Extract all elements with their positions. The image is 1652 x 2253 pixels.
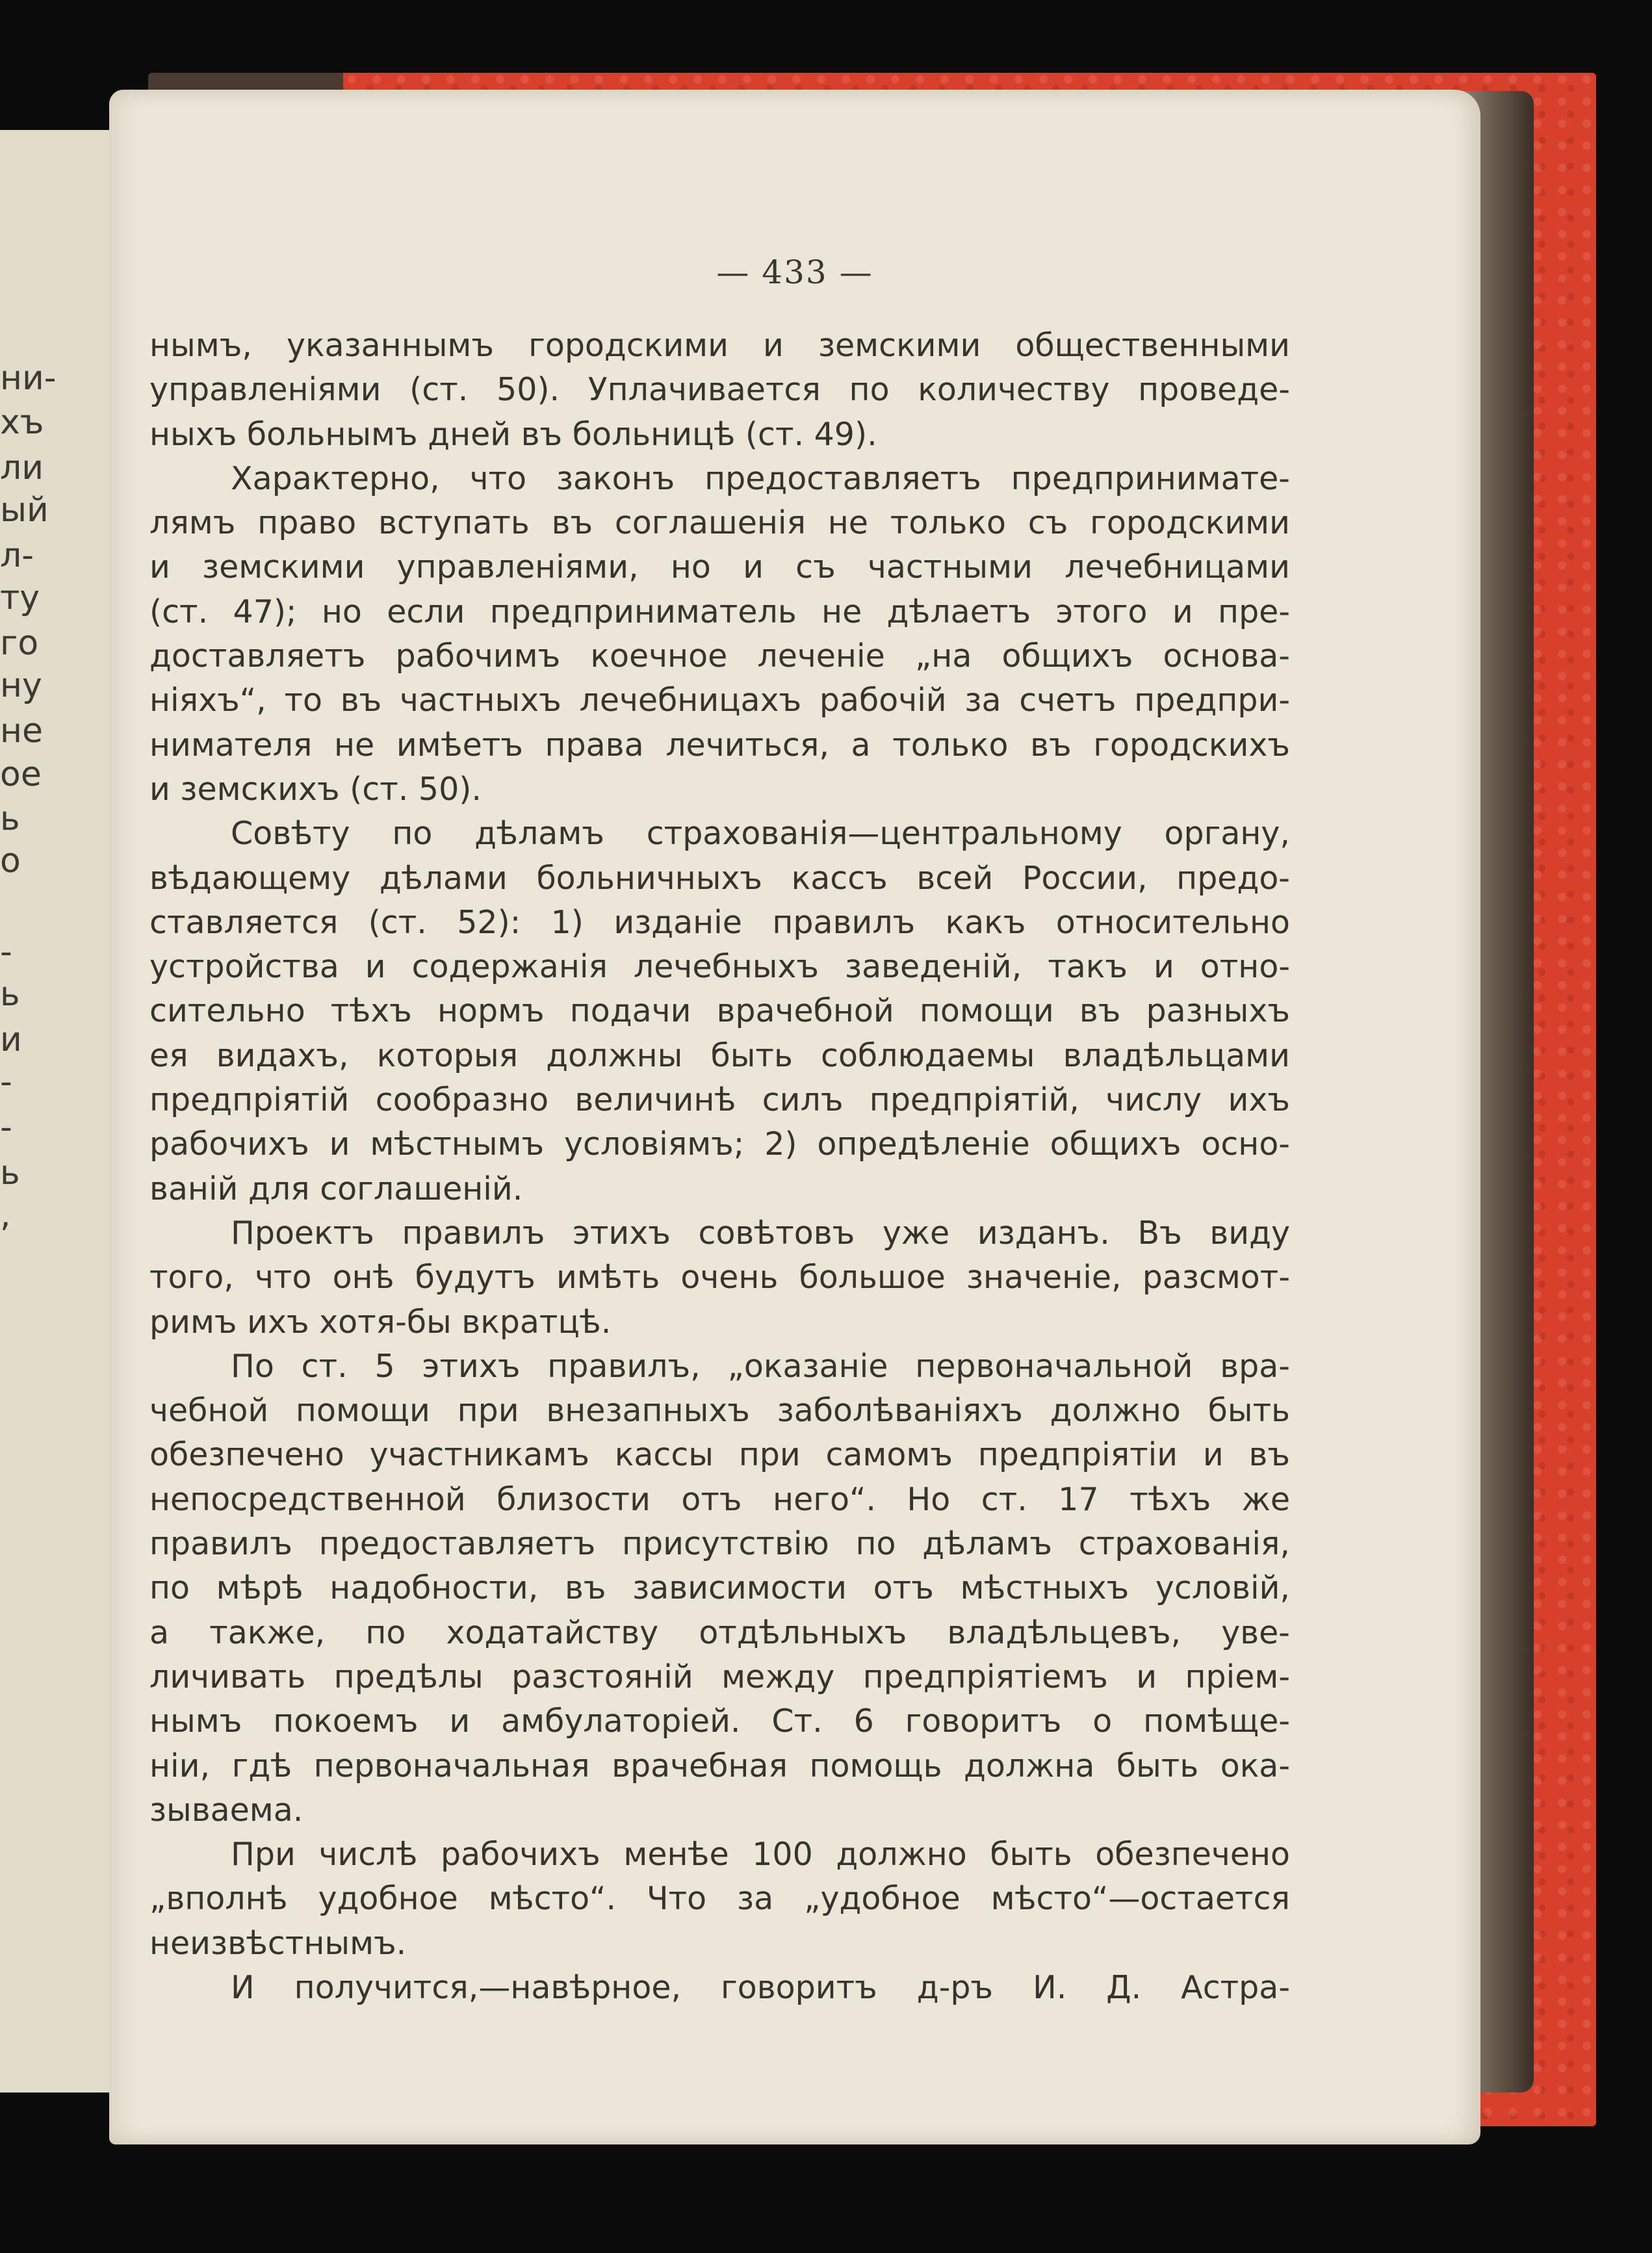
text-line: вѣдающему дѣлами больничныхъ кассъ всей России, предо-: [149, 859, 1290, 897]
text-line: и земскими управленіями, но и съ частными лечебницами: [149, 548, 1290, 586]
left-fragment: ту: [0, 578, 40, 617]
left-fragment: ь: [0, 975, 20, 1014]
text-line: правилъ предоставляетъ присутствію по дѣламъ страхованія,: [149, 1525, 1290, 1563]
left-fragment: ни-: [0, 359, 57, 398]
text-line: ніяхъ“, то въ частныхъ лечебницахъ рабочій за счетъ предпри-: [149, 682, 1290, 719]
left-fragment: го: [0, 624, 39, 663]
left-fragment: ое: [0, 755, 42, 794]
book-page: [109, 90, 1480, 2144]
text-line: По ст. 5 этихъ правилъ, „оказаніе первоначальной вра-: [231, 1347, 1290, 1385]
text-line: „вполнѣ удобное мѣсто“. Что за „удобное мѣсто“—остается: [149, 1880, 1290, 1918]
text-line: ея видахъ, которыя должны быть соблюдаемы владѣльцами: [149, 1036, 1290, 1074]
left-fragment: и: [0, 1020, 22, 1059]
text-line: а также, по ходатайству отдѣльныхъ владѣльцевъ, уве-: [149, 1614, 1290, 1651]
left-fragment: ый: [0, 491, 49, 530]
left-fragment: ну: [0, 666, 42, 705]
previous-page: [0, 130, 110, 2092]
text-line: рабочихъ и мѣстнымъ условіямъ; 2) опредѣленіе общихъ осно-: [149, 1126, 1290, 1163]
text-line: и земскихъ (ст. 50).: [149, 770, 482, 808]
text-line: ставляется (ст. 52): 1) изданіе правилъ какъ относительно: [149, 903, 1290, 941]
left-fragment: не: [0, 712, 43, 751]
text-line: Характерно, что законъ предоставляетъ предпринимате-: [231, 459, 1290, 497]
text-line: неизвѣстнымъ.: [149, 1924, 407, 1962]
text-line: римъ ихъ хотя-бы вкратцѣ.: [149, 1303, 612, 1341]
left-fragment: -: [0, 1108, 12, 1147]
text-line: При числѣ рабочихъ менѣе 100 должно быть обезпечено: [231, 1836, 1290, 1873]
text-line: доставляетъ рабочимъ коечное леченіе „на общихъ основа-: [149, 637, 1290, 675]
left-fragment: л-: [0, 536, 34, 575]
left-fragment: -: [0, 933, 12, 972]
left-fragment: ,: [0, 1196, 11, 1235]
text-line: обезпечено участникамъ кассы при самомъ предпріятіи и въ: [149, 1436, 1290, 1474]
text-line: того, что онѣ будутъ имѣть очень большое значеніе, разсмот-: [149, 1259, 1290, 1296]
left-fragment: ь: [0, 799, 20, 838]
text-line: чебной помощи при внезапныхъ заболѣваніяхъ должно быть: [149, 1392, 1290, 1430]
text-line: зываема.: [149, 1791, 303, 1829]
text-line: нымъ, указаннымъ городскими и земскими общественными: [149, 327, 1290, 364]
text-line: (ст. 47); но если предприниматель не дѣлаетъ этого и пре-: [149, 593, 1290, 630]
text-line: по мѣрѣ надобности, въ зависимости отъ мѣстныхъ условій,: [149, 1569, 1290, 1607]
text-line: устройства и содержанія лечебныхъ заведеній, такъ и отно-: [149, 948, 1290, 986]
left-fragment: -: [0, 1062, 12, 1101]
text-line: личивать предѣлы разстояній между предпріятіемъ и пріем-: [149, 1658, 1290, 1695]
text-line: лямъ право вступать въ соглашенія не только съ городскими: [149, 504, 1290, 542]
text-line: ныхъ больнымъ дней въ больницѣ (ст. 49).: [149, 415, 877, 453]
left-fragment: ь: [0, 1153, 20, 1192]
text-line: управленіями (ст. 50). Уплачивается по количеству проведе-: [149, 371, 1290, 409]
text-line: предпріятій сообразно величинѣ силъ предпріятій, числу ихъ: [149, 1081, 1290, 1119]
text-line: нымъ покоемъ и амбулаторіей. Ст. 6 говоритъ о помѣще-: [149, 1703, 1290, 1740]
left-fragment: хъ: [0, 403, 44, 442]
text-line: Совѣту по дѣламъ страхованія—центральному органу,: [231, 815, 1290, 853]
left-fragment: ли: [0, 448, 44, 487]
text-line: непосредственной близости отъ него“. Но ст. 17 тѣхъ же: [149, 1480, 1290, 1518]
text-line: нимателя не имѣетъ права лечиться, а только въ городскихъ: [149, 726, 1290, 764]
page-number: — 433 —: [716, 253, 873, 291]
text-line: И получится,—навѣрное, говоритъ д-ръ И. Д. Астра-: [231, 1968, 1290, 2006]
text-line: сительно тѣхъ нормъ подачи врачебной помощи въ разныхъ: [149, 992, 1290, 1030]
text-line: ніи, гдѣ первоначальная врачебная помощь должна быть ока-: [149, 1747, 1290, 1784]
left-fragment: о: [0, 842, 21, 881]
text-line: Проектъ правилъ этихъ совѣтовъ уже изданъ. Въ виду: [231, 1214, 1290, 1252]
text-line: ваній для соглашеній.: [149, 1170, 523, 1207]
page-body-text: [149, 324, 1290, 2010]
